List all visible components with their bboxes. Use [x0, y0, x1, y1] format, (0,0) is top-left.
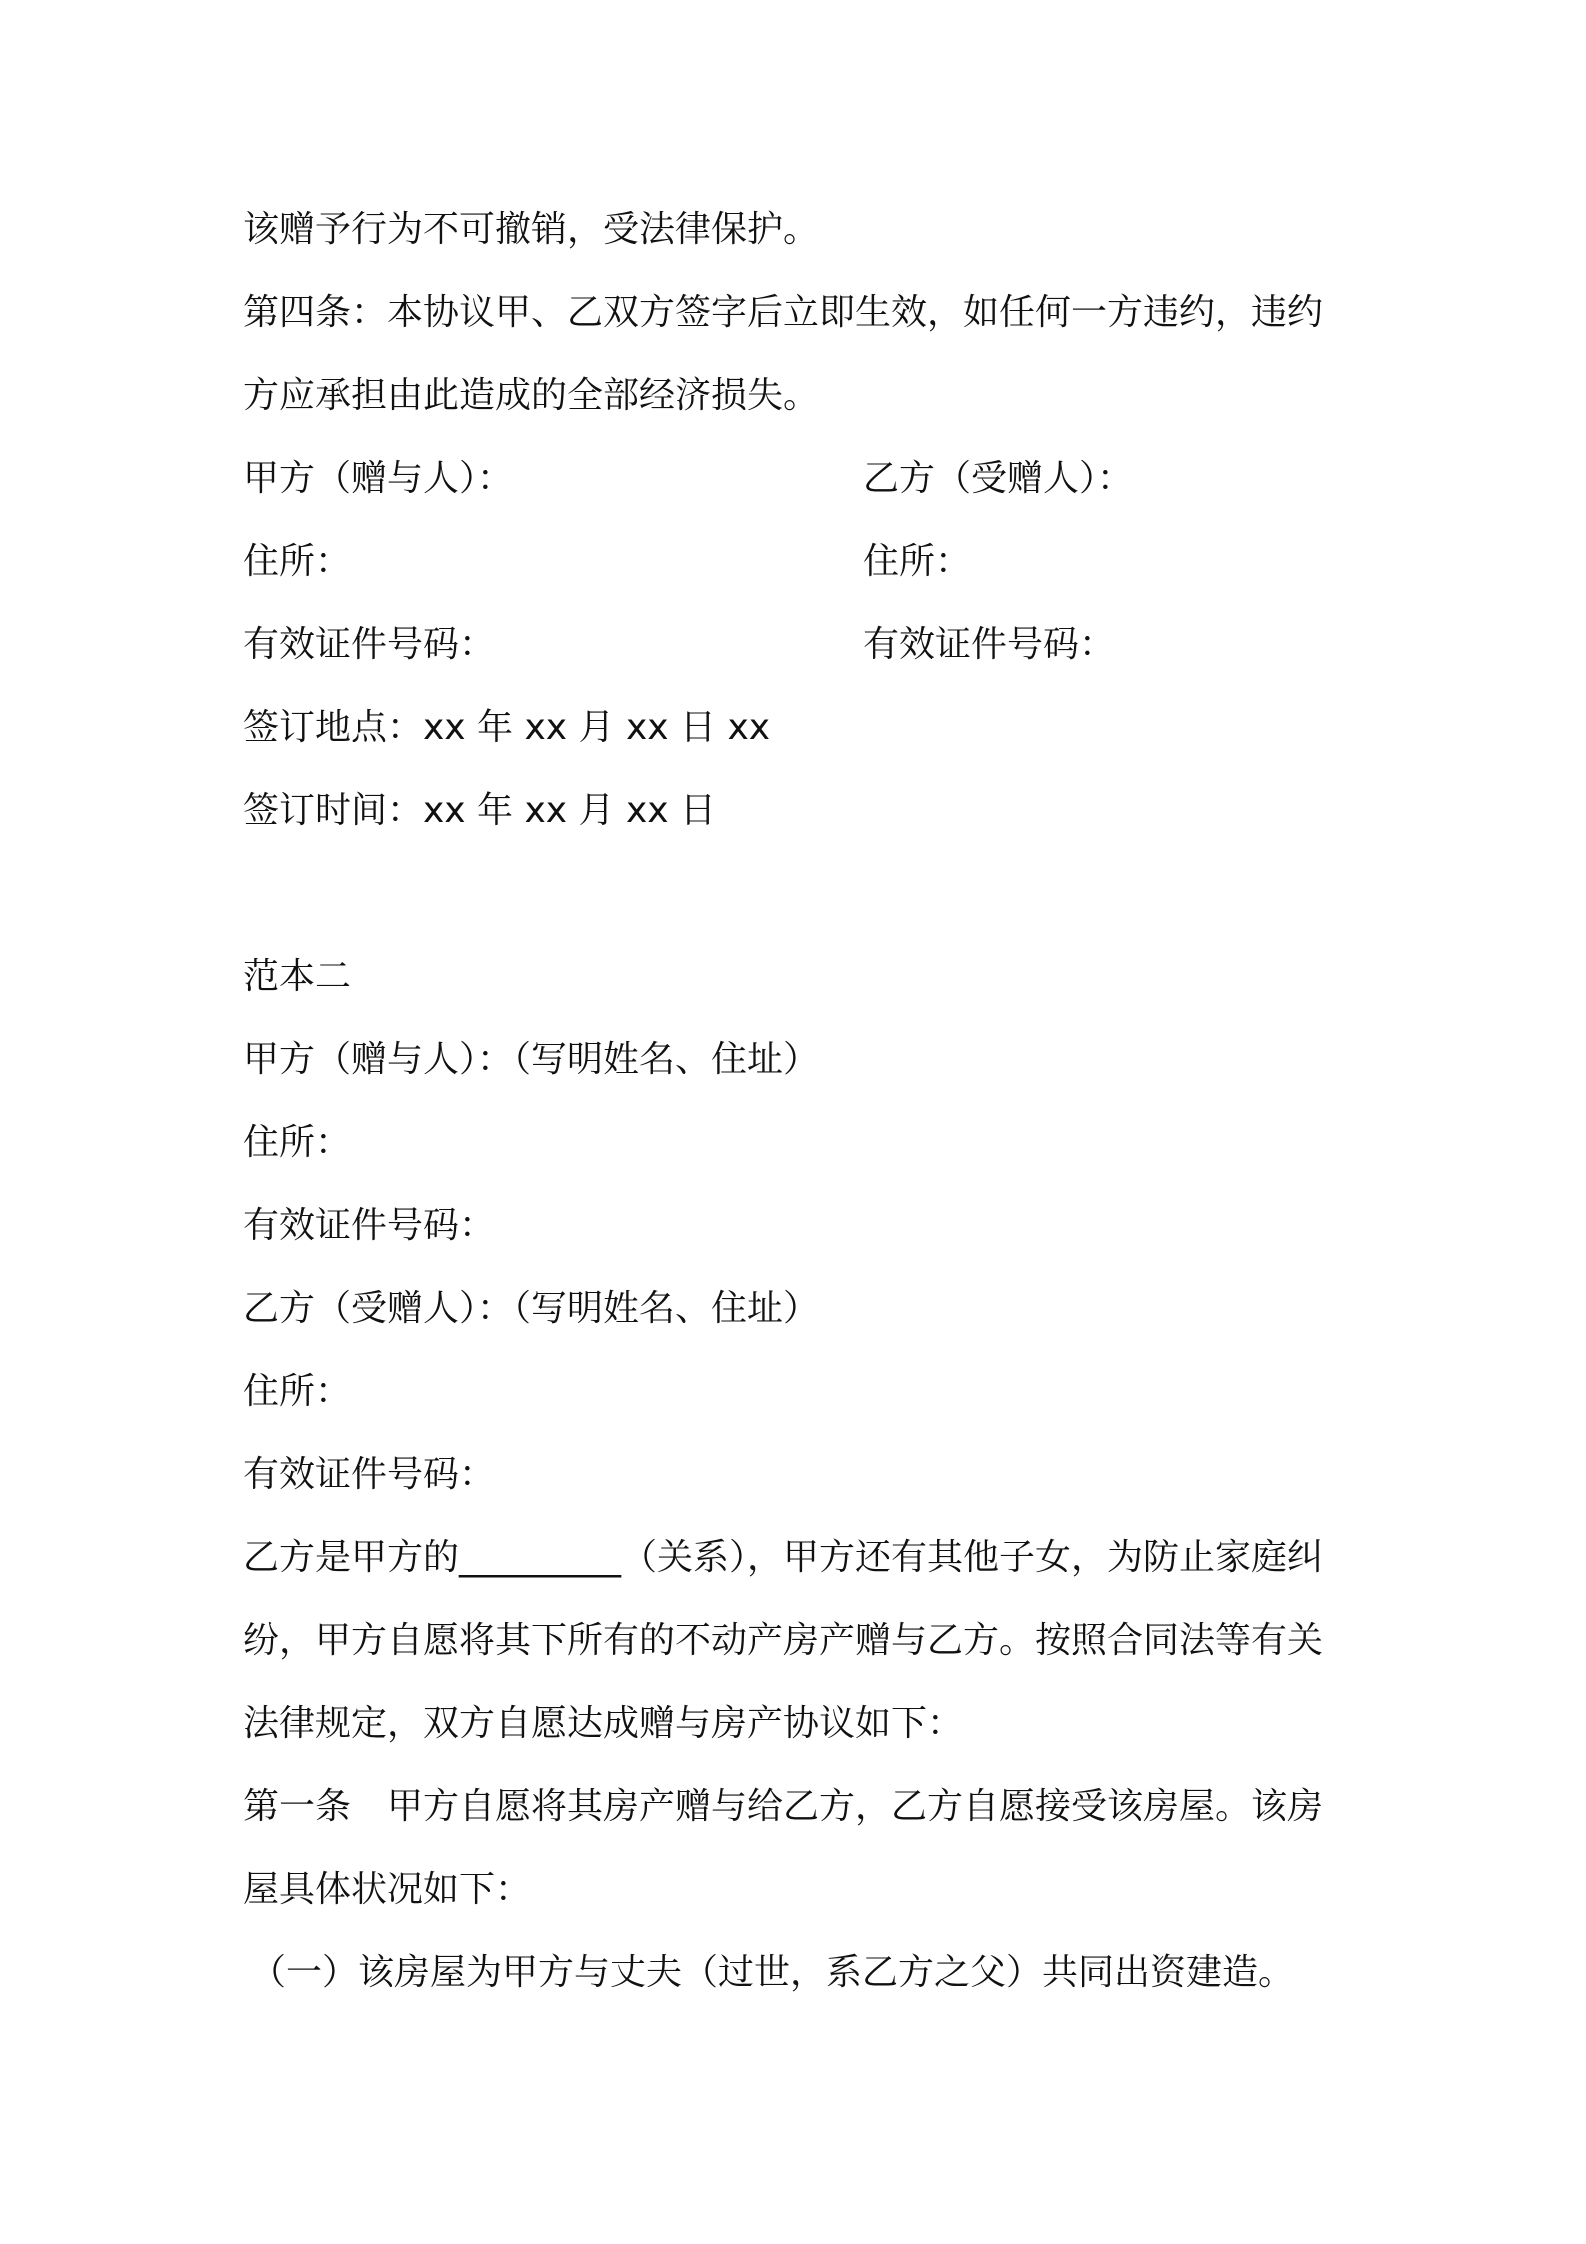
article-one-item-1: （一）该房屋为甲方与丈夫（过世，系乙方之父）共同出资建造。 [250, 1952, 1295, 1993]
preamble-line-3: 法律规定，双方自愿达成赠与房产协议如下： [243, 1703, 964, 1744]
template-two-heading: 范本二 [243, 956, 352, 997]
template-two-party-b-id: 有效证件号码： [243, 1454, 496, 1495]
template-two-party-a-address: 住所： [243, 1122, 352, 1163]
party-b-id-label: 有效证件号码： [863, 624, 1116, 665]
article-one-line-1: 第一条 甲方自愿将其房产赠与给乙方，乙方自愿接受该房屋。该房 [243, 1786, 1324, 1827]
clause-four-line-1: 第四条：本协议甲、乙双方签字后立即生效，如任何一方违约，违约 [243, 292, 1324, 333]
clause-text-irrevocable: 该赠予行为不可撤销，受法律保护。 [243, 209, 820, 250]
preamble-line-2: 纷，甲方自愿将其下所有的不动产房产赠与乙方。按照合同法等有关 [243, 1620, 1324, 1661]
party-b-donee-label: 乙方（受赠人）： [863, 458, 1134, 499]
signing-place: 签订地点：xx 年 xx 月 xx 日 xx [243, 707, 771, 748]
article-one-line-2: 屋具体状况如下： [243, 1869, 532, 1910]
party-a-address-label: 住所： [243, 541, 352, 582]
template-two-party-a: 甲方（赠与人）：（写明姓名、住址） [243, 1039, 820, 1080]
preamble-line-1: 乙方是甲方的_________（关系），甲方还有其他子女，为防止家庭纠 [243, 1537, 1324, 1578]
party-a-id-label: 有效证件号码： [243, 624, 496, 665]
clause-four-line-2: 方应承担由此造成的全部经济损失。 [243, 375, 820, 416]
template-two-party-b: 乙方（受赠人）：（写明姓名、住址） [243, 1288, 820, 1329]
party-a-donor-label: 甲方（赠与人）： [243, 458, 514, 499]
template-two-party-b-address: 住所： [243, 1371, 352, 1412]
template-two-party-a-id: 有效证件号码： [243, 1205, 496, 1246]
party-b-address-label: 住所： [863, 541, 972, 582]
signing-time: 签订时间：xx 年 xx 月 xx 日 [243, 790, 717, 831]
